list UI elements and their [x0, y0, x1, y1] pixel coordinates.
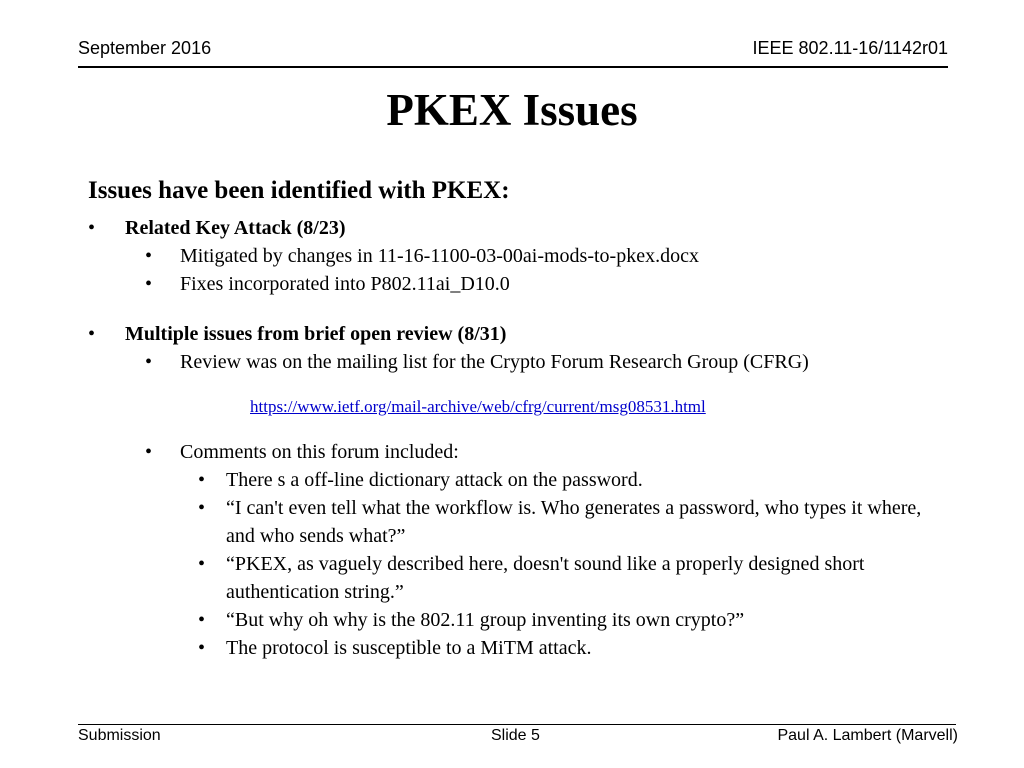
comment-text: “But why oh why is the 802.11 group inventing its own crypto?” [226, 609, 745, 631]
list-item-text: Comments on this forum included: [180, 441, 459, 463]
comment-item [88, 466, 968, 494]
comment-item [88, 606, 968, 634]
comment-text: There s a off-line dictionary attack on the password. [226, 469, 643, 491]
list-item [88, 348, 968, 376]
bullet-icon: • [198, 637, 206, 659]
list-item [88, 242, 968, 270]
section-spacer [88, 298, 968, 320]
header-divider [78, 66, 948, 68]
bullet-icon: • [88, 323, 96, 345]
list-item-text: Fixes incorporated into P802.11ai_D10.0 [180, 273, 510, 295]
link-line [88, 393, 968, 421]
comment-item [88, 634, 968, 662]
header-date: September 2016 [78, 38, 212, 58]
bullet-icon: • [198, 497, 206, 519]
footer-submission: Submission [78, 727, 161, 744]
comment-text: “PKEX, as vaguely described here, doesn't sound like a properly designed short authentication string.” [226, 553, 865, 603]
cfrg-mail-archive-link[interactable]: https://www.ietf.org/mail-archive/web/cfrg/current/msg08531.html [250, 397, 706, 416]
footer-divider [78, 724, 956, 725]
bullet-icon: • [198, 469, 206, 491]
comment-item [88, 494, 968, 550]
section-heading: Related Key Attack (8/23) [125, 217, 346, 239]
intro-heading: Issues have been identified with PKEX: [88, 177, 510, 204]
bullet-icon: • [198, 609, 206, 631]
list-item [88, 438, 968, 466]
list-item-text: Review was on the mailing list for the Crypto Forum Research Group (CFRG) [180, 351, 809, 373]
section-related-key-attack [88, 214, 968, 242]
footer-slide-number: Slide 5 [491, 727, 540, 744]
header-doc-id: IEEE 802.11-16/1142r01 [752, 38, 948, 58]
bullet-icon: • [145, 351, 153, 373]
bullet-icon: • [88, 217, 96, 239]
section-open-review [88, 320, 968, 348]
slide-content [88, 176, 968, 662]
bullet-icon: • [145, 245, 153, 267]
section-heading: Multiple issues from brief open review (8/31) [125, 323, 507, 345]
list-item-text: Mitigated by changes in 11-16-1100-03-00ai-mods-to-pkex.docx [180, 245, 699, 267]
comment-text: The protocol is susceptible to a MiTM attack. [226, 637, 592, 659]
bullet-icon: • [145, 273, 153, 295]
slide-title: PKEX Issues [386, 85, 638, 135]
list-item [88, 270, 968, 298]
comment-item [88, 550, 968, 606]
footer-author: Paul A. Lambert (Marvell) [777, 727, 958, 744]
bullet-icon: • [145, 441, 153, 463]
comment-text: “I can't even tell what the workflow is. Who generates a password, who types it where, and who sends what?” [226, 497, 922, 547]
bullet-icon: • [198, 553, 206, 575]
